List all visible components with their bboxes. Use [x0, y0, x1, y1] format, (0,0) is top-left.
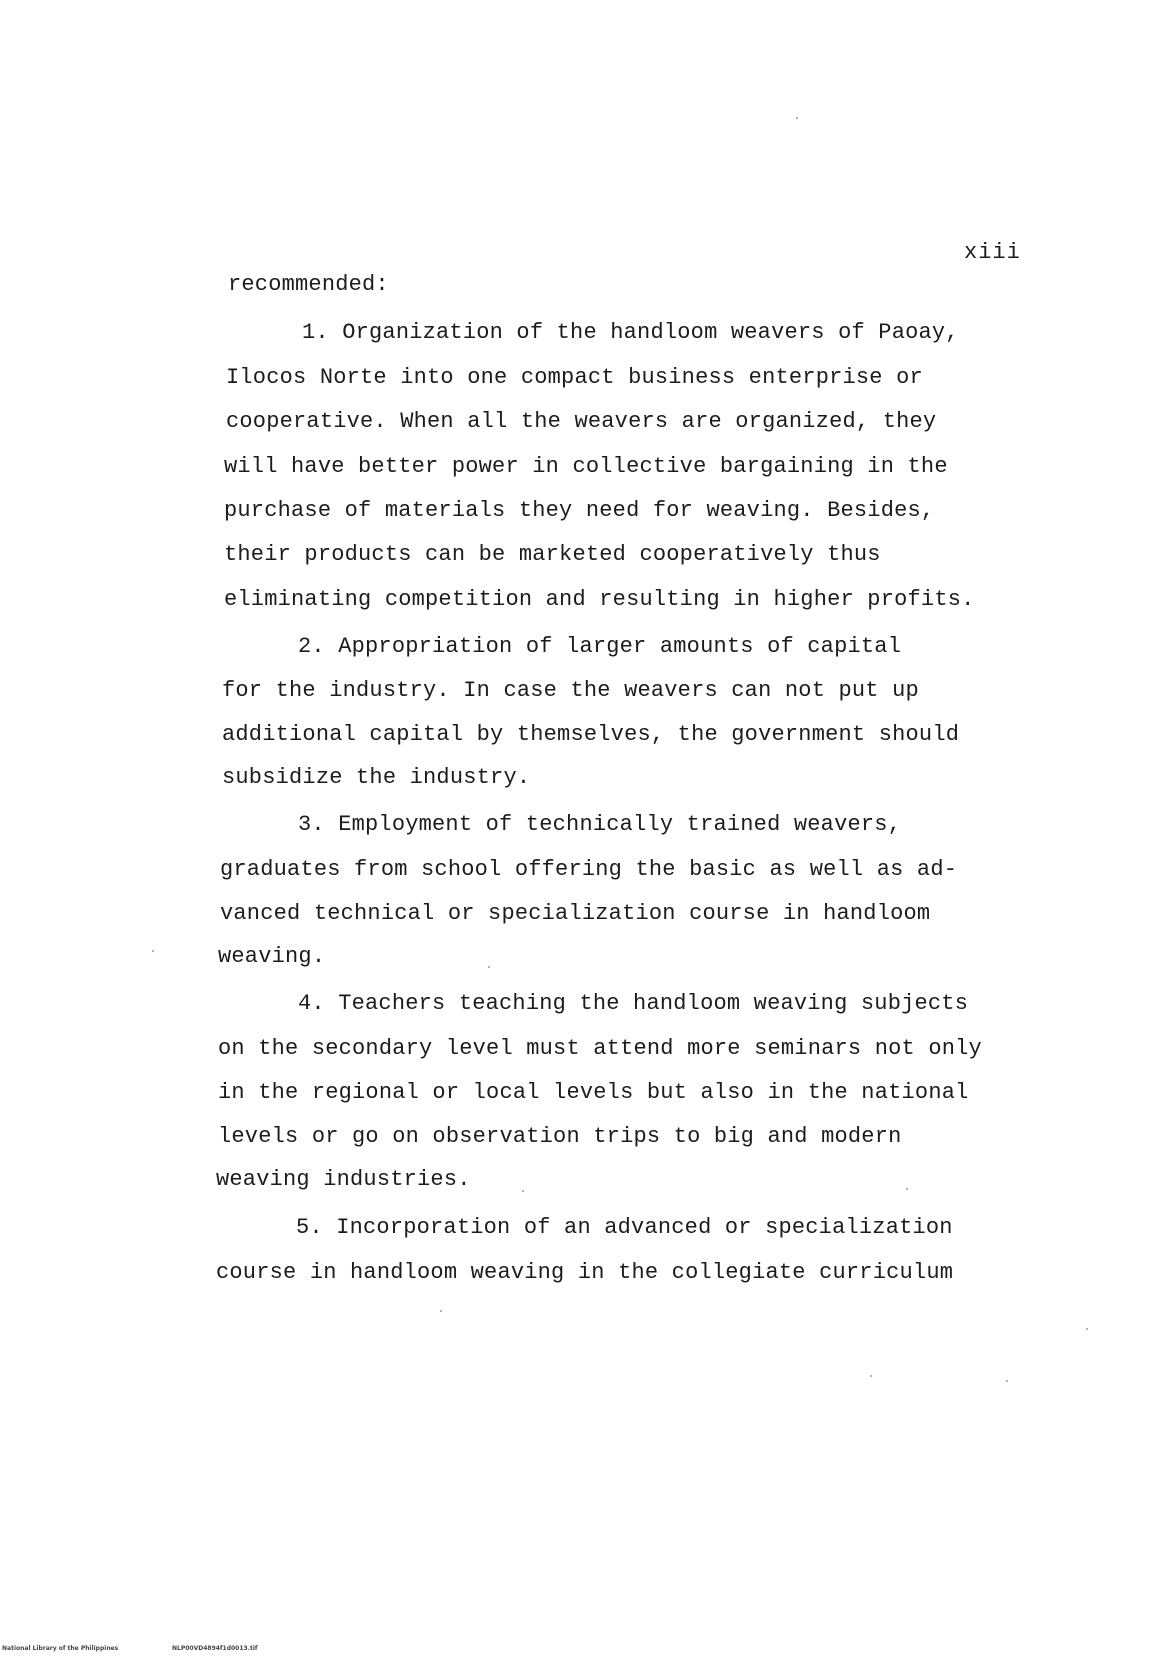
text-line: 1. Organization of the handloom weavers of Paoay, — [302, 320, 959, 345]
scan-speck — [906, 1188, 908, 1190]
footer-file-id: NLP00VD4894f1d0013.tif — [172, 1645, 258, 1652]
scan-speck — [152, 950, 154, 952]
scan-speck — [522, 1190, 524, 1192]
text-line: recommended: — [228, 272, 389, 297]
text-line: Ilocos Norte into one compact business enterprise or — [226, 365, 923, 390]
text-line: cooperative. When all the weavers are organized, they — [226, 409, 937, 434]
page-number: xiii — [964, 240, 1021, 265]
text-line: 5. Incorporation of an advanced or specialization — [296, 1215, 953, 1240]
text-line: will have better power in collective bargaining in the — [224, 454, 948, 479]
scan-speck — [870, 1375, 872, 1377]
text-line: purchase of materials they need for weaving. Besides, — [224, 498, 935, 523]
text-line: levels or go on observation trips to big and modern — [218, 1124, 902, 1149]
footer-library-name: National Library of the Philippines — [2, 1645, 119, 1652]
text-line: additional capital by themselves, the government should — [222, 722, 960, 747]
text-line: on the secondary level must attend more seminars not only — [218, 1036, 982, 1061]
text-line: weaving. — [218, 944, 326, 969]
text-line: eliminating competition and resulting in higher profits. — [224, 587, 975, 612]
text-line: weaving industries. — [216, 1167, 471, 1192]
text-line: their products can be marketed cooperatively thus — [224, 542, 881, 567]
text-line: graduates from school offering the basic as well as ad- — [220, 857, 958, 882]
scan-speck — [1086, 1328, 1088, 1330]
text-line: 3. Employment of technically trained weavers, — [298, 812, 902, 837]
scan-speck — [796, 117, 798, 119]
scan-speck — [1006, 1380, 1008, 1382]
text-line: 4. Teachers teaching the handloom weaving subjects — [298, 991, 969, 1016]
text-line: for the industry. In case the weavers can not put up — [222, 678, 919, 703]
scan-speck — [488, 966, 490, 968]
text-line: subsidize the industry. — [222, 765, 531, 790]
text-line: vanced technical or specialization course in handloom — [220, 901, 931, 926]
text-line: in the regional or local levels but also in the national — [218, 1080, 969, 1105]
scan-speck — [440, 1310, 442, 1312]
text-line: course in handloom weaving in the collegiate curriculum — [216, 1260, 954, 1285]
text-line: 2. Appropriation of larger amounts of capital — [298, 634, 902, 659]
